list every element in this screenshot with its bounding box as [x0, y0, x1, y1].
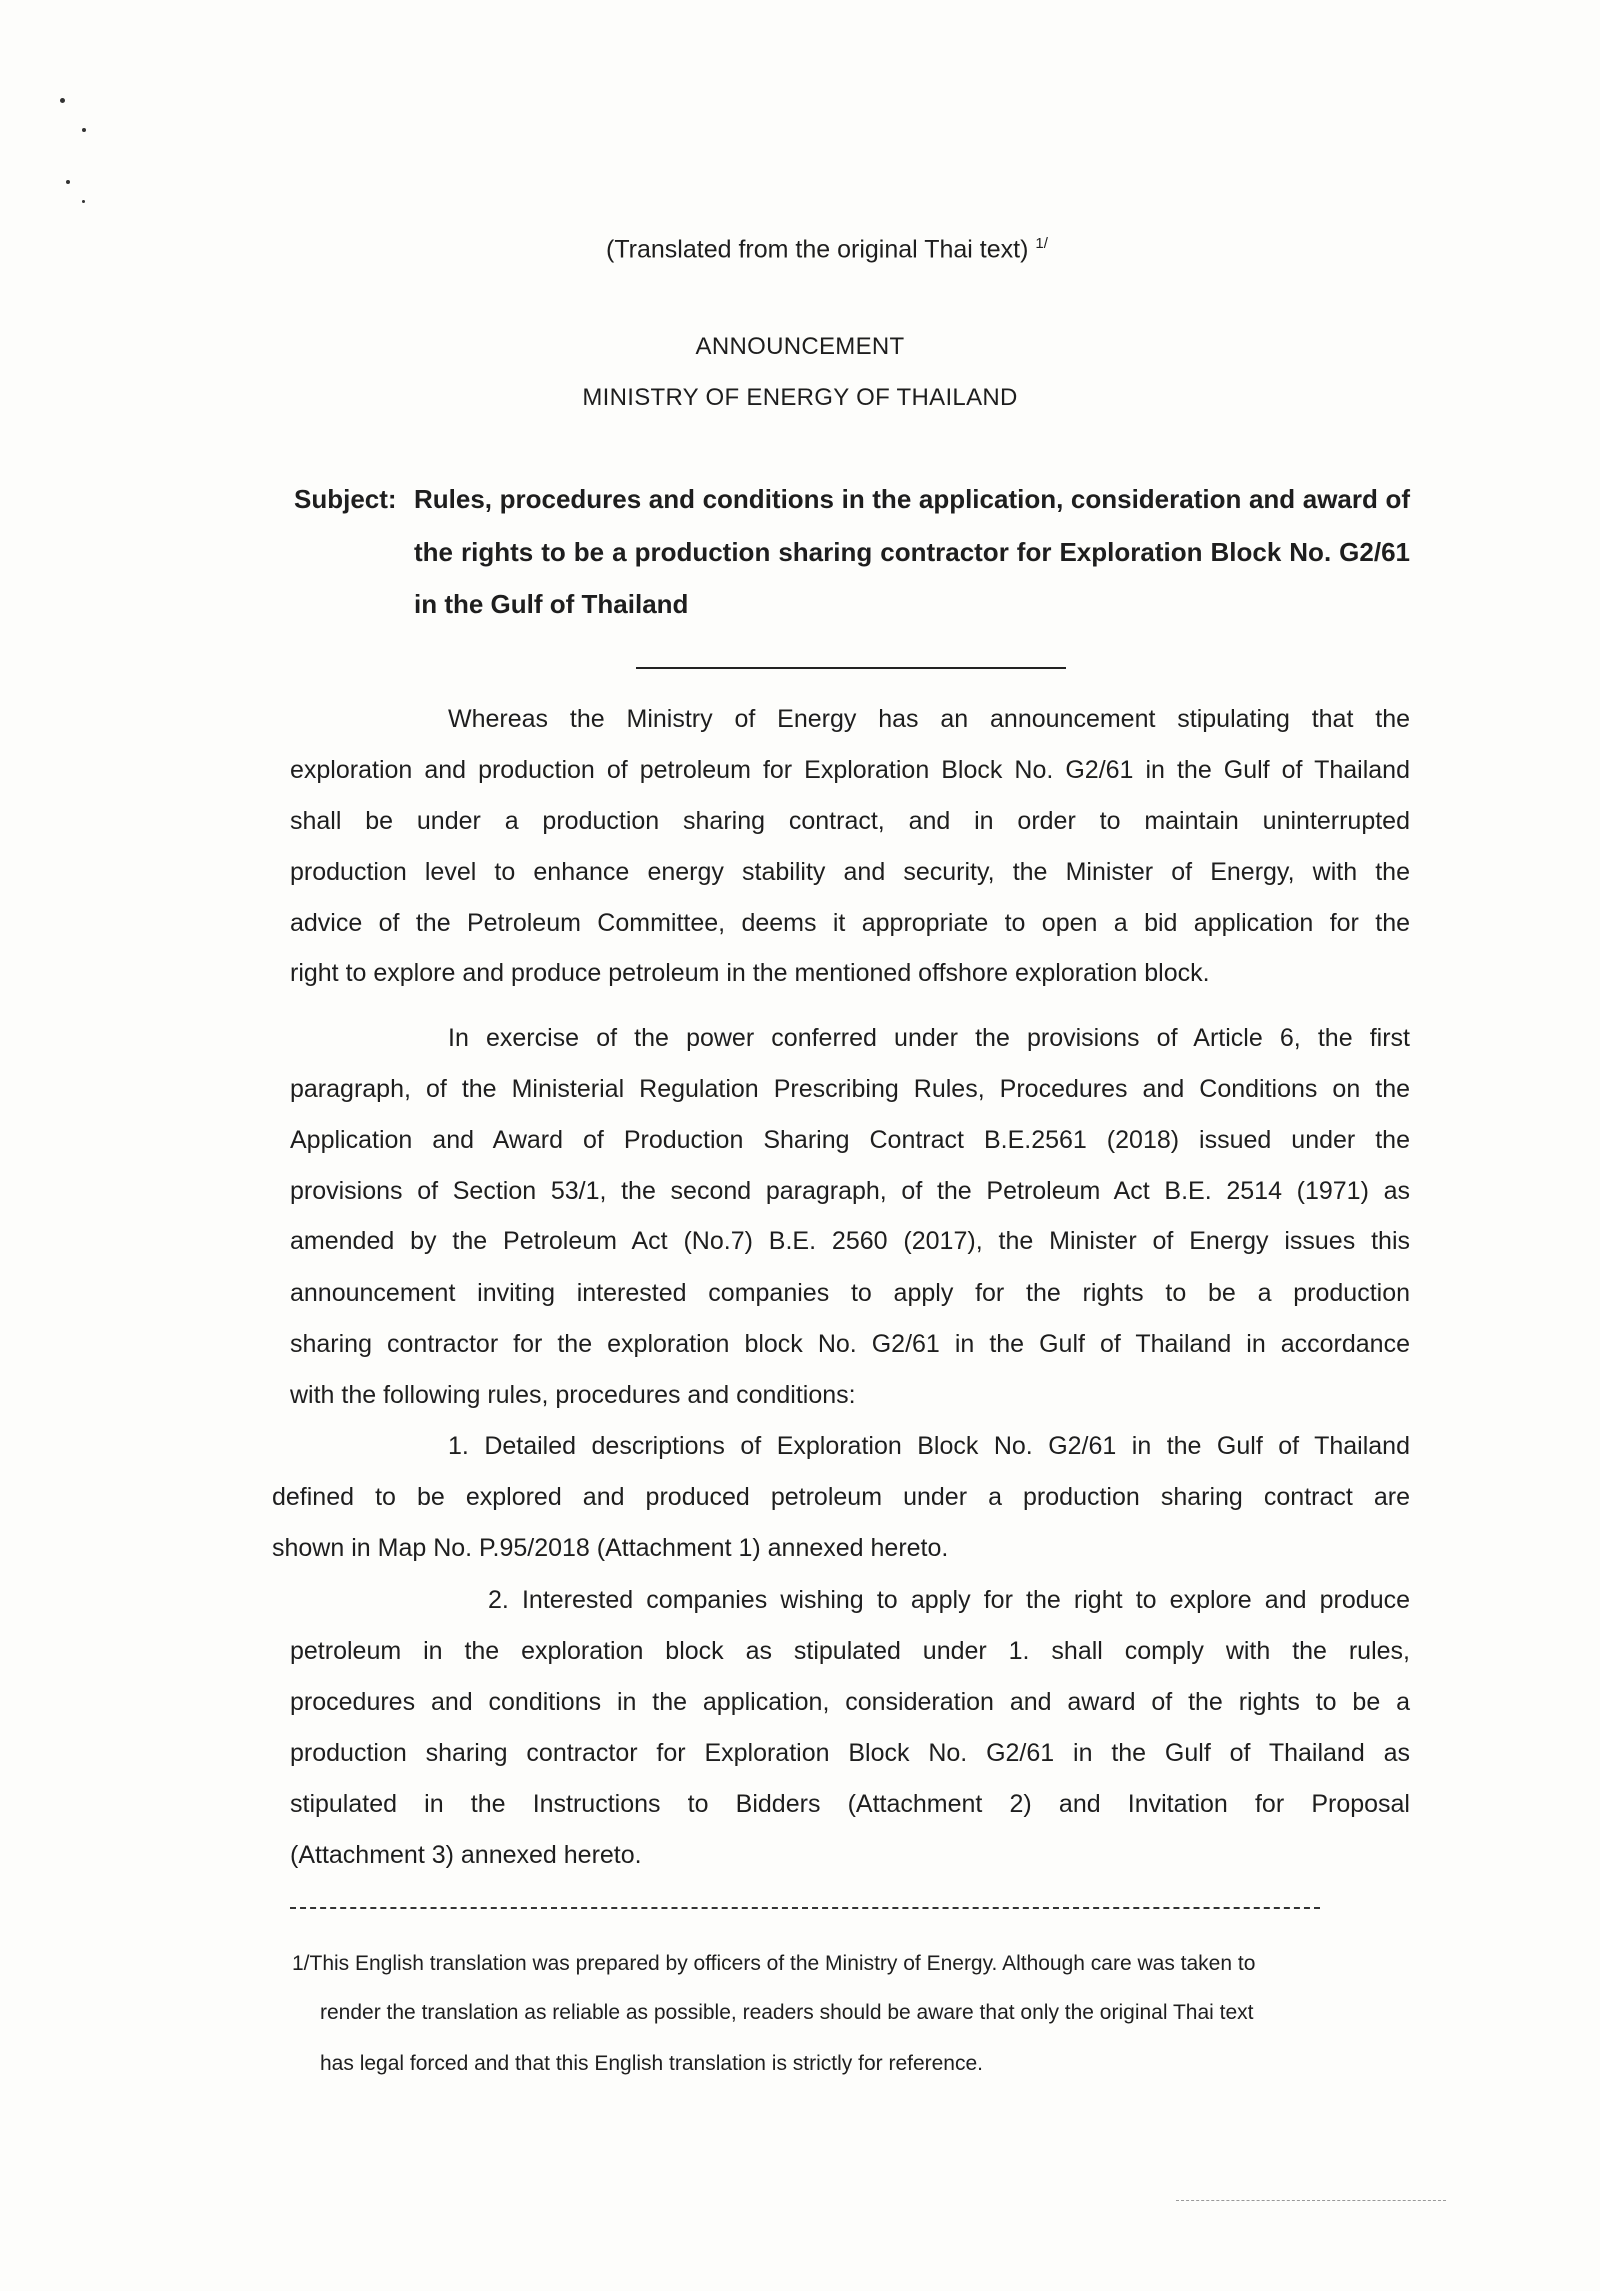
paragraph-line: shall be under a production sharing contract, and in order to maintain uninterrupted — [290, 807, 1410, 835]
subject-line: Rules, procedures and conditions in the application, consideration and award of — [414, 484, 1410, 514]
announcement-heading: ANNOUNCEMENT — [695, 333, 905, 360]
item-line: petroleum in the exploration block as stipulated under 1. shall comply with the rules, — [290, 1637, 1410, 1665]
footnote-separator — [290, 1907, 1320, 1909]
item-line: 2. Interested companies wishing to apply for the right to explore and produce — [488, 1586, 1410, 1614]
item-line: 1. Detailed descriptions of Exploration Block No. G2/61 in the Gulf of Thailand — [448, 1432, 1410, 1460]
subject-label: Subject: — [294, 484, 397, 514]
paragraph-line: sharing contractor for the exploration block No. G2/61 in the Gulf of Thailand in accordance — [290, 1330, 1410, 1358]
item-line: (Attachment 3) annexed hereto. — [290, 1841, 642, 1869]
paragraph-line: announcement inviting interested companies to apply for the rights to be a production — [290, 1279, 1410, 1307]
subject-line: in the Gulf of Thailand — [414, 589, 689, 619]
item-line: defined to be explored and produced petroleum under a production sharing contract are — [272, 1483, 1410, 1511]
paragraph-line: production level to enhance energy stability and security, the Minister of Energy, with the — [290, 858, 1410, 886]
footnote-line: has legal forced and that this English translation is strictly for reference. — [320, 2052, 983, 2075]
scan-speck — [60, 98, 65, 103]
subject-divider — [636, 667, 1066, 669]
subject-line: the rights to be a production sharing contractor for Exploration Block No. G2/61 — [414, 537, 1410, 567]
item-line: procedures and conditions in the application, consideration and award of the rights to be a — [290, 1688, 1410, 1716]
paragraph-line: advice of the Petroleum Committee, deems it appropriate to open a bid application for the — [290, 909, 1410, 937]
translation-note — [606, 229, 1048, 264]
item-line: production sharing contractor for Exploration Block No. G2/61 in the Gulf of Thailand as — [290, 1739, 1410, 1767]
paragraph-line: exploration and production of petroleum for Exploration Block No. G2/61 in the Gulf of Thailand — [290, 756, 1410, 784]
paragraph-line: In exercise of the power conferred under the provisions of Article 6, the first — [448, 1024, 1410, 1052]
paragraph-line: Whereas the Ministry of Energy has an announcement stipulating that the — [448, 705, 1410, 733]
paragraph-line: provisions of Section 53/1, the second paragraph, of the Petroleum Act B.E. 2514 (1971) as — [290, 1177, 1410, 1205]
translation-note-text: (Translated from the original Thai text) — [606, 235, 1029, 264]
scan-speck — [82, 128, 86, 132]
scan-mark — [1176, 2200, 1446, 2201]
item-line: shown in Map No. P.95/2018 (Attachment 1) annexed hereto. — [272, 1534, 949, 1562]
paragraph-line: Application and Award of Production Sharing Contract B.E.2561 (2018) issued under the — [290, 1126, 1410, 1154]
scan-speck — [82, 200, 85, 203]
paragraph-line: amended by the Petroleum Act (No.7) B.E. 2560 (2017), the Minister of Energy issues this — [290, 1227, 1410, 1255]
paragraph-line: right to explore and produce petroleum in the mentioned offshore exploration block. — [290, 959, 1210, 987]
paragraph-line: paragraph, of the Ministerial Regulation Prescribing Rules, Procedures and Conditions on the — [290, 1075, 1410, 1103]
footnote-line: 1/This English translation was prepared by officers of the Ministry of Energy. Although care was taken to — [292, 1952, 1256, 1975]
ministry-heading: MINISTRY OF ENERGY OF THAILAND — [582, 384, 1018, 411]
scan-speck — [66, 180, 70, 184]
footnote-reference: 1/ — [1035, 235, 1048, 252]
paragraph-line: with the following rules, procedures and conditions: — [290, 1381, 856, 1409]
footnote-line: render the translation as reliable as possible, readers should be aware that only the original Thai text — [320, 2001, 1254, 2024]
item-line: stipulated in the Instructions to Bidders (Attachment 2) and Invitation for Proposal — [290, 1790, 1410, 1818]
